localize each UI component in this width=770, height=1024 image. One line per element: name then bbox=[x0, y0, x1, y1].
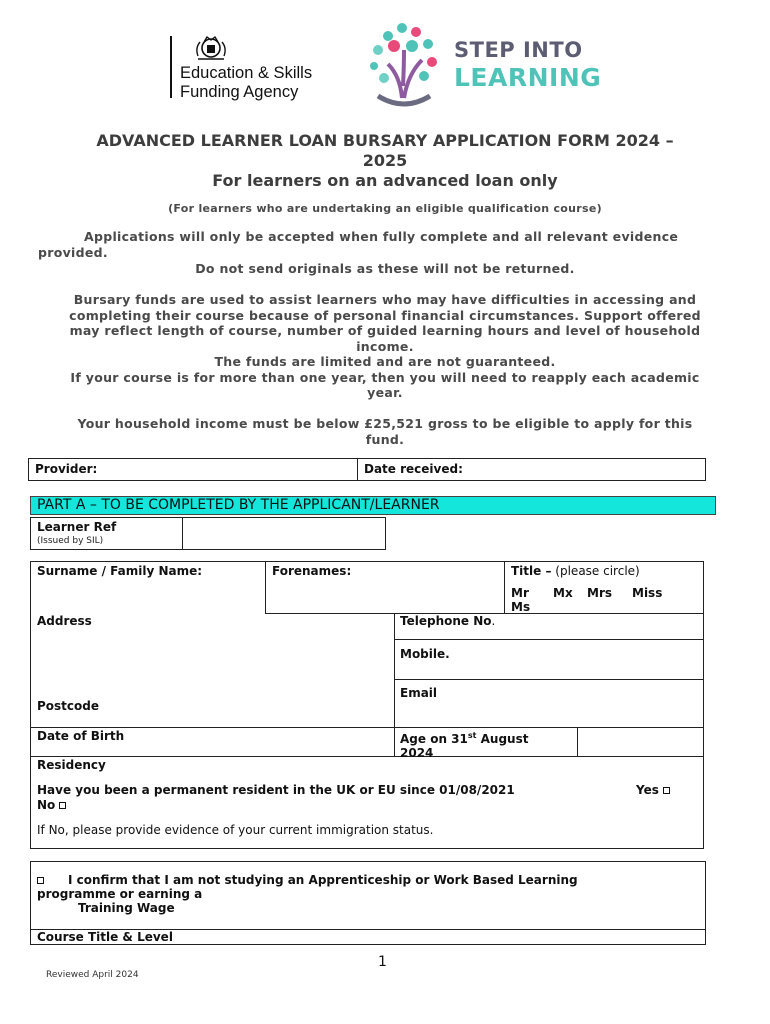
intro-paragraph-2: Do not send originals as these will not be returned. bbox=[195, 261, 575, 276]
grid-hline-mobile bbox=[394, 679, 704, 680]
intro-p1-line2: provided. bbox=[38, 244, 108, 260]
surname-label: Surname / Family Name: bbox=[37, 564, 203, 578]
esfa-name-line2: Funding Agency bbox=[180, 83, 299, 101]
grid-vline-forenames bbox=[504, 561, 505, 613]
forenames-label: Forenames: bbox=[272, 564, 352, 578]
sil-name-line2: LEARNING bbox=[454, 63, 602, 92]
eligibility-note: (For learners who are undertaking an eligible qualification course) bbox=[168, 202, 602, 215]
title-option-ms[interactable]: Ms bbox=[511, 600, 531, 614]
learner-ref-note: (Issued by SIL) bbox=[37, 536, 104, 546]
telephone-label: Telephone No bbox=[400, 614, 492, 628]
form-title-line2: 2025 bbox=[362, 151, 408, 170]
intro-p4: The funds are limited and are not guaranteed. bbox=[214, 354, 556, 369]
learner-ref-label: Learner Ref bbox=[37, 520, 117, 534]
form-title-line1: ADVANCED LEARNER LOAN BURSARY APPLICATION FORM 2024 – bbox=[96, 131, 674, 150]
intro-p5-line2: year. bbox=[367, 385, 403, 400]
age-label-c: 2024 bbox=[400, 746, 434, 760]
intro-p3-line4: income. bbox=[356, 338, 414, 354]
title-option-mx[interactable]: Mx bbox=[553, 586, 573, 600]
no-label: No bbox=[37, 798, 56, 812]
grid-vline-address bbox=[394, 613, 395, 757]
step-into-learning-logo bbox=[358, 16, 602, 108]
royal-crest-icon bbox=[192, 34, 230, 62]
grid-vline-surname bbox=[265, 561, 266, 613]
yes-label: Yes bbox=[636, 783, 659, 797]
age-label bbox=[400, 729, 528, 760]
confirm-checkbox-icon[interactable] bbox=[37, 877, 44, 884]
title-label: Title – bbox=[511, 564, 552, 578]
esfa-logo bbox=[170, 34, 355, 100]
intro-p3-line2: completing their course because of personal financial circumstances. Support offered bbox=[69, 307, 701, 323]
no-checkbox-icon[interactable] bbox=[59, 802, 66, 809]
mobile-label: Mobile. bbox=[400, 647, 450, 661]
residency-no[interactable] bbox=[37, 798, 66, 812]
logo-divider bbox=[170, 36, 172, 98]
address-label: Address bbox=[37, 614, 92, 628]
form-title bbox=[30, 131, 740, 171]
postcode-label: Postcode bbox=[37, 699, 100, 713]
confirm-line1[interactable] bbox=[37, 873, 578, 887]
part-a-heading: PART A – TO BE COMPLETED BY THE APPLICANT/LEARNER bbox=[30, 496, 716, 515]
form-subtitle: For learners on an advanced loan only bbox=[212, 171, 558, 190]
learner-ref-divider bbox=[182, 517, 183, 550]
intro-p1-line1: Applications will only be accepted when fully complete and all relevant evidence bbox=[84, 229, 679, 244]
intro-p3-line1: Bursary funds are used to assist learners who may have difficulties in accessing and bbox=[73, 292, 697, 307]
residency-label: Residency bbox=[37, 758, 106, 772]
telephone-suffix: . bbox=[491, 614, 496, 628]
residency-yes[interactable] bbox=[636, 783, 670, 797]
age-label-b: August bbox=[476, 732, 529, 746]
intro-p6-line1: Your household income must be below £25,521 gross to be eligible to apply for this bbox=[77, 416, 693, 431]
course-title-label: Course Title & Level bbox=[37, 930, 173, 944]
age-label-sup: st bbox=[467, 731, 477, 740]
yes-checkbox-icon[interactable] bbox=[663, 787, 670, 794]
reviewed-date: Reviewed April 2024 bbox=[46, 970, 139, 980]
learner-ref-input[interactable] bbox=[184, 519, 384, 548]
telephone-field bbox=[400, 614, 495, 628]
title-option-miss[interactable]: Miss bbox=[632, 586, 663, 600]
sil-name-line1: STEP INTO bbox=[454, 38, 583, 62]
intro-p5-line1: If your course is for more than one year, then you will need to reapply each academic bbox=[70, 369, 700, 385]
office-row-divider bbox=[357, 458, 358, 481]
page-number: 1 bbox=[378, 954, 387, 970]
title-option-mr[interactable]: Mr bbox=[511, 586, 529, 600]
residency-question: Have you been a permanent resident in the UK or EU since 01/08/2021 bbox=[37, 783, 515, 797]
title-note: (please circle) bbox=[555, 564, 640, 578]
dob-label: Date of Birth bbox=[37, 729, 125, 743]
provider-label: Provider: bbox=[35, 462, 98, 476]
title-option-mrs[interactable]: Mrs bbox=[587, 586, 613, 600]
esfa-name-line1: Education & Skills bbox=[180, 64, 313, 82]
date-received-label: Date received: bbox=[364, 462, 463, 476]
age-label-a: Age on 31 bbox=[400, 732, 468, 746]
intro-paragraph-1 bbox=[38, 229, 738, 260]
intro-p6-line2: fund. bbox=[365, 431, 405, 447]
intro-paragraph-3 bbox=[30, 292, 740, 401]
intro-paragraph-6 bbox=[30, 416, 740, 447]
grid-vline-age bbox=[577, 727, 578, 757]
confirm-text-line1: I confirm that I am not studying an Apprenticeship or Work Based Learning bbox=[68, 873, 578, 887]
grid-hline-telephone bbox=[394, 639, 704, 640]
email-label: Email bbox=[400, 686, 438, 700]
confirm-line3: Training Wage bbox=[78, 901, 175, 915]
grid-hline-email bbox=[30, 727, 704, 728]
tree-icon bbox=[358, 16, 450, 108]
residency-note: If No, please provide evidence of your current immigration status. bbox=[37, 823, 434, 837]
intro-p3-line3: may reflect length of course, number of guided learning hours and level of household bbox=[69, 323, 701, 338]
confirm-line2: programme or earning a bbox=[37, 887, 203, 901]
title-field bbox=[511, 564, 640, 578]
